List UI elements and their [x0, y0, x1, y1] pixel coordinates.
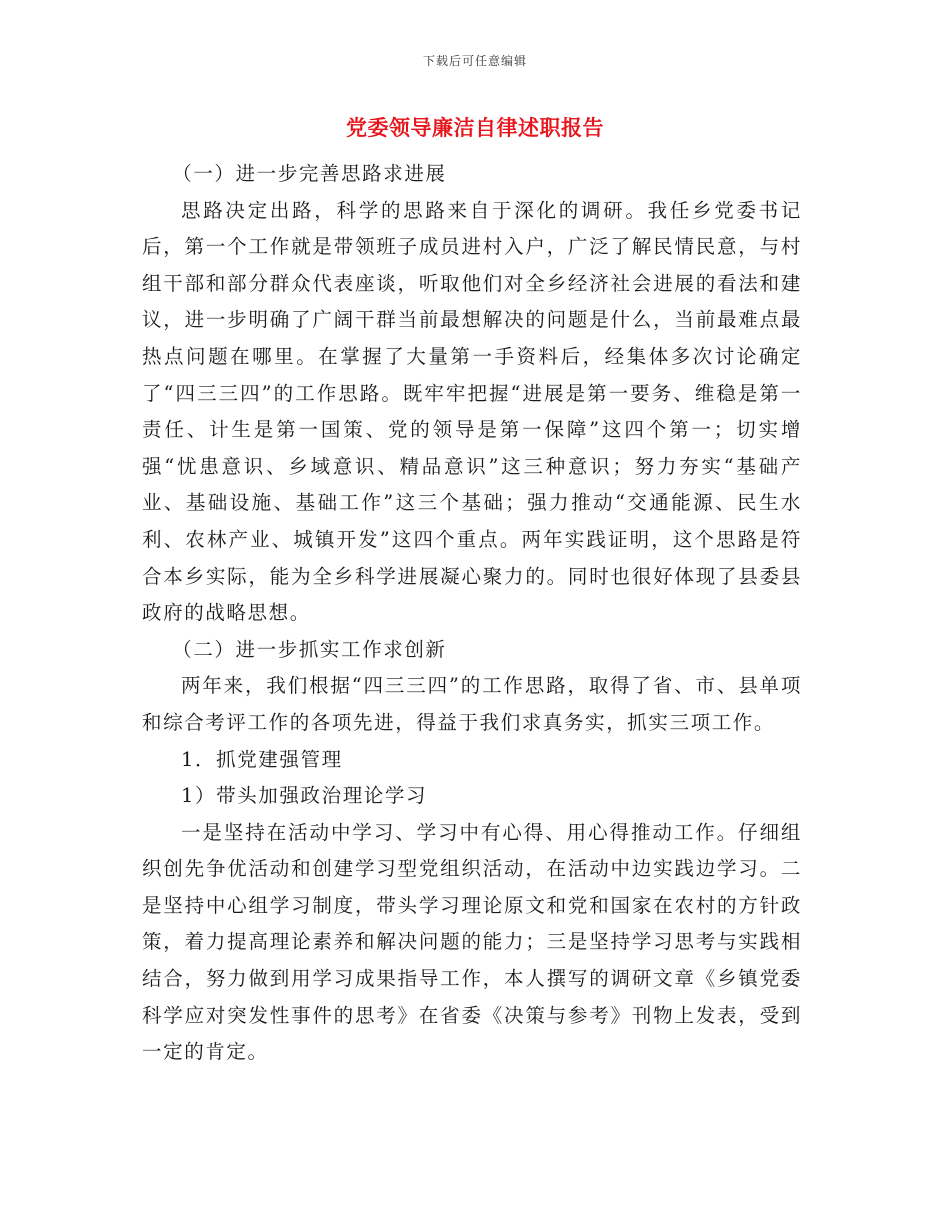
subsection-heading-2: 1）带头加强政治理论学习 — [181, 784, 428, 808]
body-paragraph-1: 思路决定出路，科学的思路来自于深化的调研。我任乡党委书记后，第一个工作就是带领班子成员进村入户，广泛了解民情民意，与村组干部和部分群众代表座谈，听取他们对全乡经济社会进展的看法和建议，进一步明确了广阔干群当前最想解决的问题是什么，当前最难点最热点问题在哪里。在掌握了大量第一手资料后，经集体多次讨论确定了“四三三四”的工作思路。既牢牢把握“进展是第一要务、维稳是第一责任、计生是第一国策、党的领导是第一保障”这四个第一；切实增强“忧患意识、乡域意识、精品意识”这三种意识；努力夯实“基础产业、基础设施、基础工作”这三个基础；强力推动“交通能源、民生水利、农林产业、城镇开发”这四个重点。两年实践证明，这个思路是符合本乡实际，能为全乡科学进展凝心聚力的。同时也很好体现了县委县政府的战略思想。 — [142, 198, 802, 625]
section-heading-2: （二）进一步抓实工作求创新 — [172, 637, 447, 661]
header-note: 下载后可任意编辑 — [422, 54, 527, 68]
document-body — [142, 156, 802, 1071]
subsection-heading-1: 1．抓党建强管理 — [181, 747, 343, 771]
document-title: 党委领导廉洁自律述职报告 — [346, 115, 604, 140]
section-heading-1: （一）进一步完善思路求进展 — [172, 162, 447, 185]
body-paragraph-2: 两年来，我们根据“四三三四”的工作思路，取得了省、市、县单项和综合考评工作的各项先进，得益于我们求真务实，抓实三项工作。 — [142, 674, 802, 734]
body-paragraph-3: 一是坚持在活动中学习、学习中有心得、用心得推动工作。仔细组织创先争优活动和创建学习型党组织活动，在活动中边实践边学习。二是坚持中心组学习制度，带头学习理论原文和党和国家在农村的方针政策，着力提高理论素养和解决问题的能力；三是坚持学习思考与实践相结合，努力做到用学习成果指导工作，本人撰写的调研文章《乡镇党委科学应对突发性事件的思考》在省委《决策与参考》刊物上发表，受到一定的肯定。 — [142, 820, 802, 1064]
